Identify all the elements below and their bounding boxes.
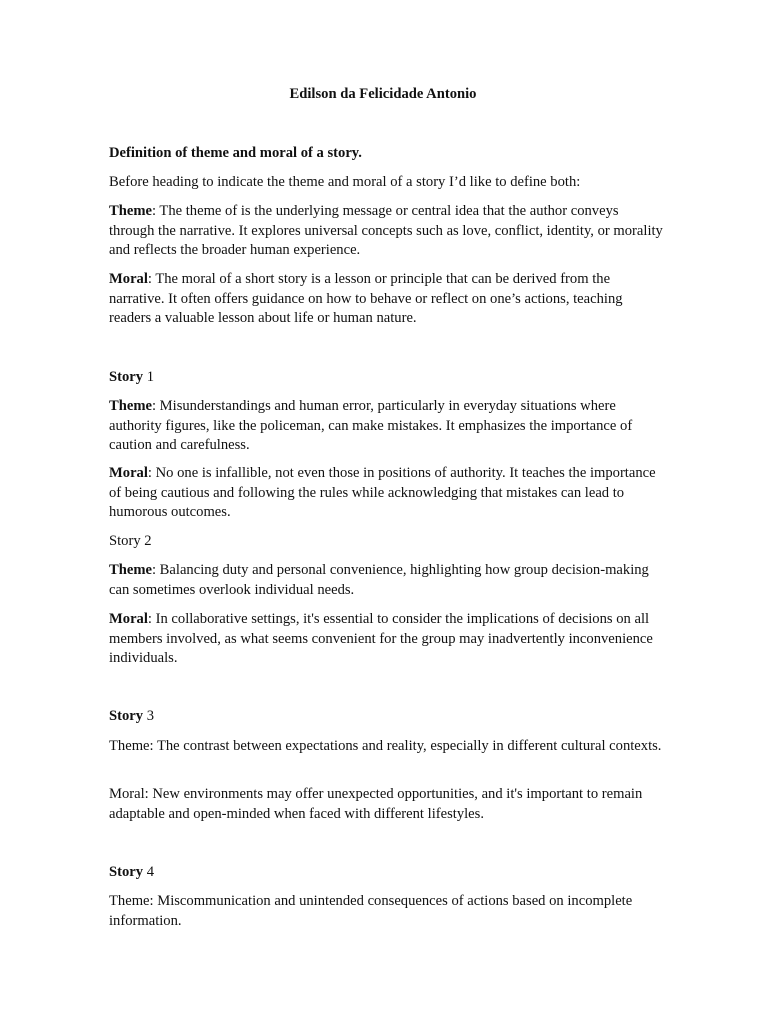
story-number: 1 [143, 369, 155, 385]
author-name: Edilson da Felicidade Antonio [289, 86, 477, 102]
intro-theme-paragraph [109, 202, 665, 261]
moral-text: : No one is infallible, not even those in positions of authority. It teaches the importance of being cautious and following the rules while acknowledging that mistakes can lead to humorous outcomes. [109, 465, 656, 520]
story2-heading: Story 2 [109, 533, 152, 549]
theme-label: Theme [109, 398, 152, 414]
story1-theme-paragraph [109, 397, 665, 456]
story-number: 4 [143, 864, 155, 880]
moral-text: : In collaborative settings, it's essential to consider the implications of decisions on all members involved, as what seems convenient for the group may inadvertently inconvenience individuals. [109, 611, 653, 666]
theme-text: : Misunderstandings and human error, particularly in everyday situations where authority figures, like the policeman, can make mistakes. It emphasizes the importance of caution and carefulness. [109, 398, 633, 453]
theme-label: Theme [109, 203, 152, 219]
story-label: Story [109, 708, 144, 724]
story4-heading [109, 863, 665, 883]
story3-moral-paragraph: Moral: New environments may offer unexpected opportunities, and it's important to remain adaptable and open-minded when faced with different lifestyles. [109, 786, 643, 822]
intro-lead: Before heading to indicate the theme and moral of a story I’d like to define both: [109, 174, 581, 190]
story2-theme-paragraph [109, 561, 665, 600]
story-label: Story [109, 864, 144, 880]
theme-label: Theme [109, 562, 152, 578]
intro-moral-paragraph [109, 270, 665, 329]
story-number: 3 [143, 708, 155, 724]
intro-heading: Definition of theme and moral of a story. [109, 145, 362, 161]
story-label: Story [109, 369, 144, 385]
theme-text: : Balancing duty and personal convenience, highlighting how group decision-making can sometimes overlook individual needs. [109, 562, 649, 598]
moral-label: Moral [109, 465, 148, 481]
story4-theme-paragraph: Theme: Miscommunication and unintended consequences of actions based on incomplete information. [109, 893, 633, 929]
story3-heading [109, 707, 665, 727]
moral-text: : The moral of a short story is a lesson or principle that can be derived from the narrative. It often offers guidance on how to behave or reflect on one’s actions, teaching readers a valuable lesson about life or human nature. [109, 271, 623, 326]
story1-moral-paragraph [109, 464, 665, 523]
story3-theme-paragraph: Theme: The contrast between expectations and reality, especially in different cultural contexts. [109, 738, 662, 754]
story1-heading [109, 368, 665, 388]
theme-text: : The theme of is the underlying message or central idea that the author conveys through the narrative. It explores universal concepts such as love, conflict, identity, or morality and reflects the broader human experience. [109, 203, 663, 258]
moral-label: Moral [109, 611, 148, 627]
story2-moral-paragraph [109, 610, 665, 669]
moral-label: Moral [109, 271, 148, 287]
